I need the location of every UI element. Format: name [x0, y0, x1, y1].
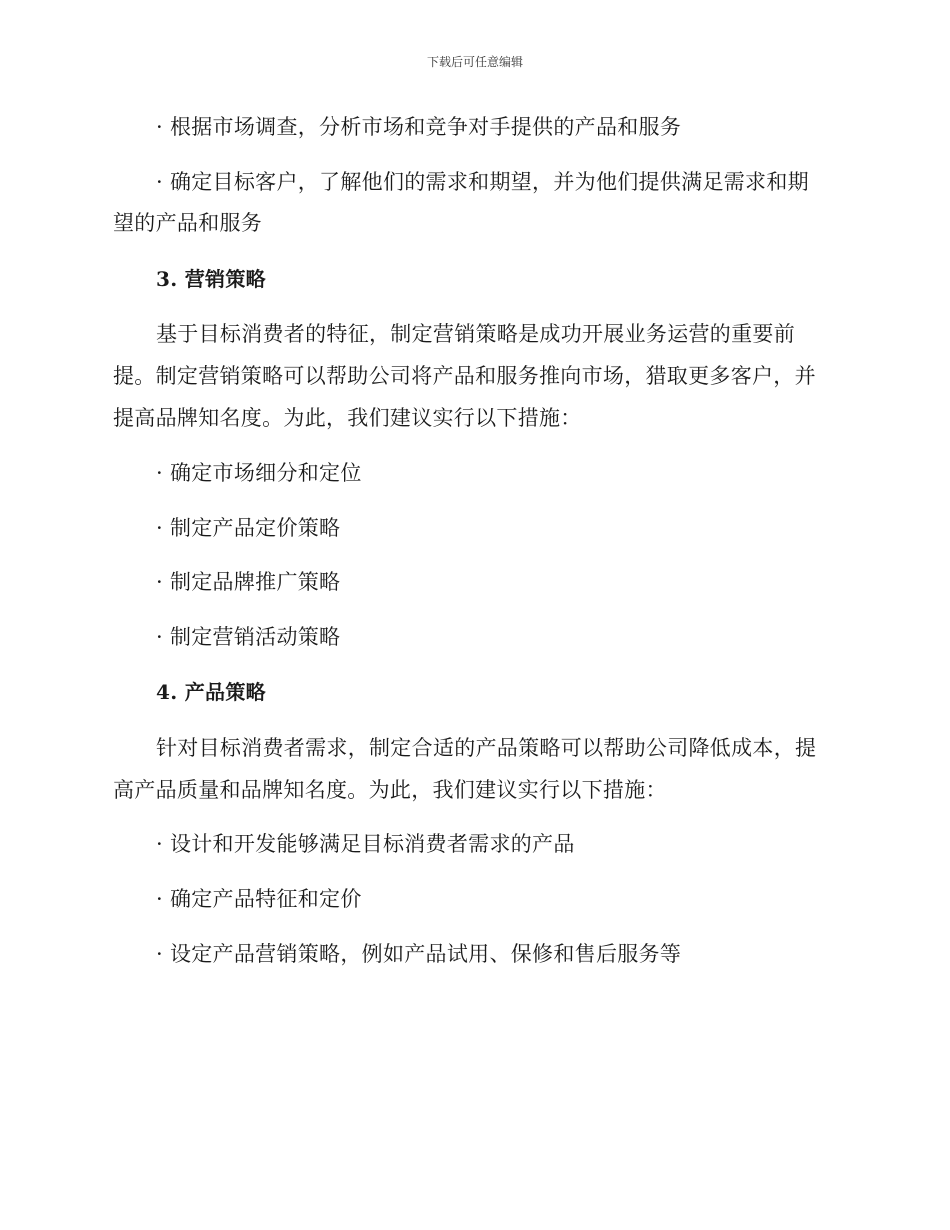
paragraph-line: 提高品牌知名度。为此，我们建议实行以下措施：	[113, 406, 582, 430]
bullet-item: · 根据市场调查，分析市场和竞争对手提供的产品和服务	[156, 115, 682, 139]
page-header: 下载后可任意编辑	[426, 55, 523, 69]
paragraph-line: 提。制定营销策略可以帮助公司将产品和服务推向市场，猎取更多客户，并	[113, 364, 816, 388]
paragraph-line: 针对目标消费者需求，制定合适的产品策略可以帮助公司降低成本，提	[156, 736, 817, 760]
bullet-item: · 制定营销活动策略	[156, 625, 341, 649]
bullet-item-continuation: 望的产品和服务	[113, 211, 263, 235]
section-heading-4: 4. 产品策略	[156, 680, 266, 704]
bullet-item: · 确定市场细分和定位	[156, 461, 362, 485]
bullet-item: · 确定产品特征和定价	[156, 887, 362, 911]
bullet-item: · 确定目标客户，了解他们的需求和期望，并为他们提供满足需求和期	[156, 170, 809, 194]
section-heading-3: 3. 营销策略	[156, 267, 266, 291]
bullet-item: · 设计和开发能够满足目标消费者需求的产品	[156, 832, 575, 856]
bullet-item: · 设定产品营销策略，例如产品试用、保修和售后服务等	[156, 942, 682, 966]
bullet-item: · 制定品牌推广策略	[156, 570, 341, 594]
paragraph-line: 基于目标消费者的特征，制定营销策略是成功开展业务运营的重要前	[156, 322, 795, 346]
bullet-item: · 制定产品定价策略	[156, 516, 341, 540]
paragraph-line: 高产品质量和品牌知名度。为此，我们建议实行以下措施：	[113, 778, 667, 802]
